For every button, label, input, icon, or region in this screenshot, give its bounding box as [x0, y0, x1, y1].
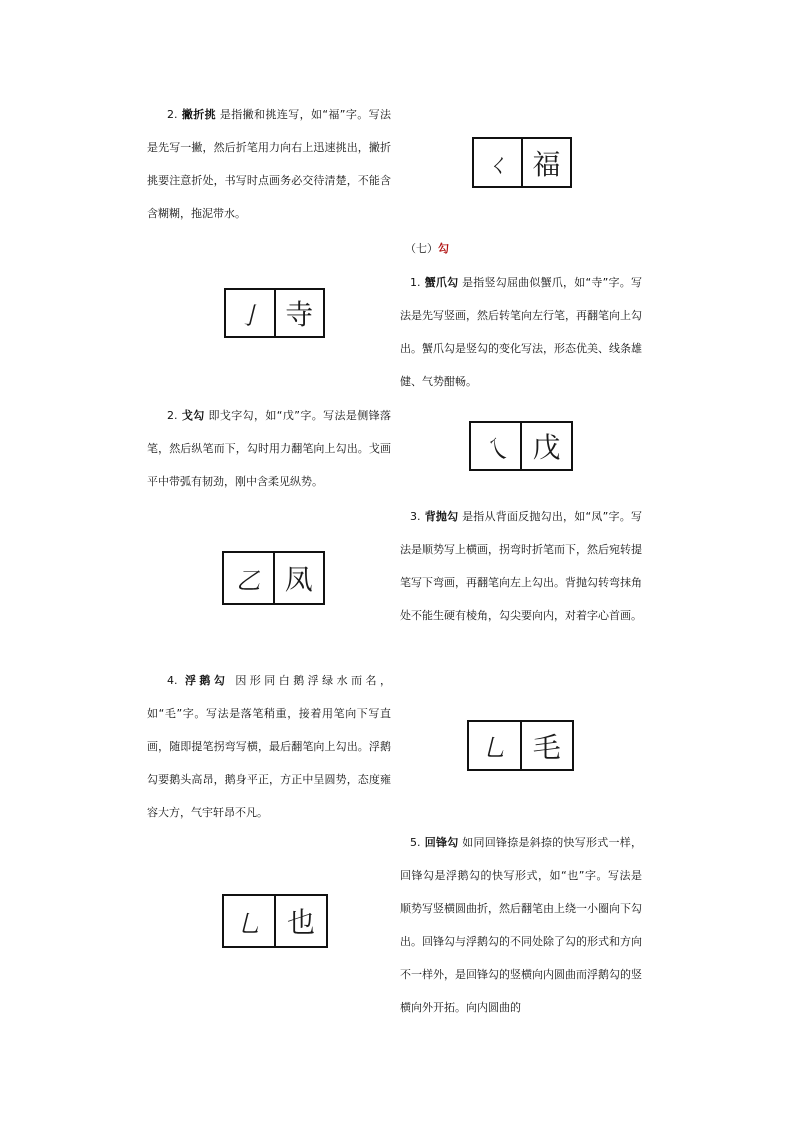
stroke-glyph: 亅 [237, 301, 262, 330]
item-text: 是指竖勾屈曲似蟹爪，如“寺”字。写法是先写竖画，然后转笔向左行笔，再翻笔向上勾出。蟹爪勾是竖勾的变化写法，形态优美、线条雄健、气势酣畅。 [400, 276, 642, 388]
huifenggou-paragraph [400, 826, 642, 1024]
example-character: 戊 [520, 423, 571, 469]
stroke-glyph: 乚 [482, 734, 507, 762]
item-title: 浮鹅勾 [181, 674, 229, 687]
example-character: 凤 [273, 553, 324, 603]
item-text: 是指撇和挑连写，如“福”字。写法是先写一撇，然后折笔用力向右上迅速挑出，撇折挑要注意折处，书写时点画务必交待清楚，不能含含糊糊，拖泥带水。 [147, 108, 392, 220]
item-text: 是指从背面反抛勾出，如“凤”字。写法是顺势写上横画，拐弯时折笔而下，然后宛转提笔写下弯画，再翻笔向左上勾出。背抛勾转弯抹角处不能生硬有棱角，勾尖要向内，对着字心首画。 [400, 510, 642, 622]
item-title: 撇折挑 [181, 108, 217, 121]
fuegou-paragraph [147, 664, 391, 829]
item-text: 即戈字勾，如“戊”字。写法是侧锋落笔，然后纵笔而下，勾时用力翻笔向上勾出。戈画平中带弧有韧劲，刚中含柔见纵势。 [147, 409, 392, 488]
example-character: 寺 [274, 290, 324, 336]
example-box-wu [469, 421, 573, 471]
example-box-fu [472, 137, 572, 188]
item-title: 回锋勾 [424, 836, 459, 849]
stroke-glyph: 乀 [483, 434, 508, 463]
example-box-mao [467, 720, 574, 771]
gegou-paragraph [147, 399, 391, 498]
item-text: 因形同白鹅浮绿水而名，如“毛”字。写法是落笔稍重，接着用笔向下写直画，随即提笔拐弯写横，最后翻笔向上勾出。浮鹅勾要鹅头高昂，鹅身平正，方正中呈圆势，态度雍容大方，气宇轩昂不凡。 [147, 674, 392, 819]
item-title: 戈勾 [181, 409, 205, 422]
item-text: 如同回锋捺是斜捺的快写形式一样，回锋勾是浮鹅勾的快写形式，如“也”字。写法是顺势写竖横圆曲折，然后翻笔由上绕一小圈向下勾出。回锋勾与浮鹅勾的不同处除了勾的形式和方向不一样外，是回锋勾的竖横向内圆曲而浮鹅勾的竖横向外开拓。向内圆曲的 [400, 836, 642, 1014]
section-prefix: （七） [405, 242, 438, 255]
section-label: 勾 [438, 242, 449, 255]
item-number: 3. [410, 510, 421, 523]
item-title: 背抛勾 [424, 510, 459, 523]
xiezhuagou-paragraph [400, 266, 642, 398]
example-character: 也 [274, 896, 326, 946]
example-box-ye [222, 894, 328, 948]
beipaogou-paragraph [400, 500, 642, 632]
item-number: 1. [410, 276, 421, 289]
example-box-si [224, 288, 325, 338]
stroke-glyph: 乚 [237, 909, 261, 938]
example-character: 福 [521, 139, 570, 186]
stroke-glyph: 乙 [236, 566, 261, 595]
item-number: 5. [410, 836, 421, 849]
stroke-glyph: ㄑ [485, 151, 510, 179]
item-title: 蟹爪勾 [424, 276, 459, 289]
section-heading [405, 241, 449, 257]
example-character: 毛 [520, 722, 573, 769]
item-number: 2. [167, 409, 178, 422]
item-number: 2. [167, 108, 178, 121]
item-number: 4. [167, 674, 178, 687]
piezhetiao-paragraph [147, 98, 391, 230]
example-box-feng [222, 551, 325, 605]
